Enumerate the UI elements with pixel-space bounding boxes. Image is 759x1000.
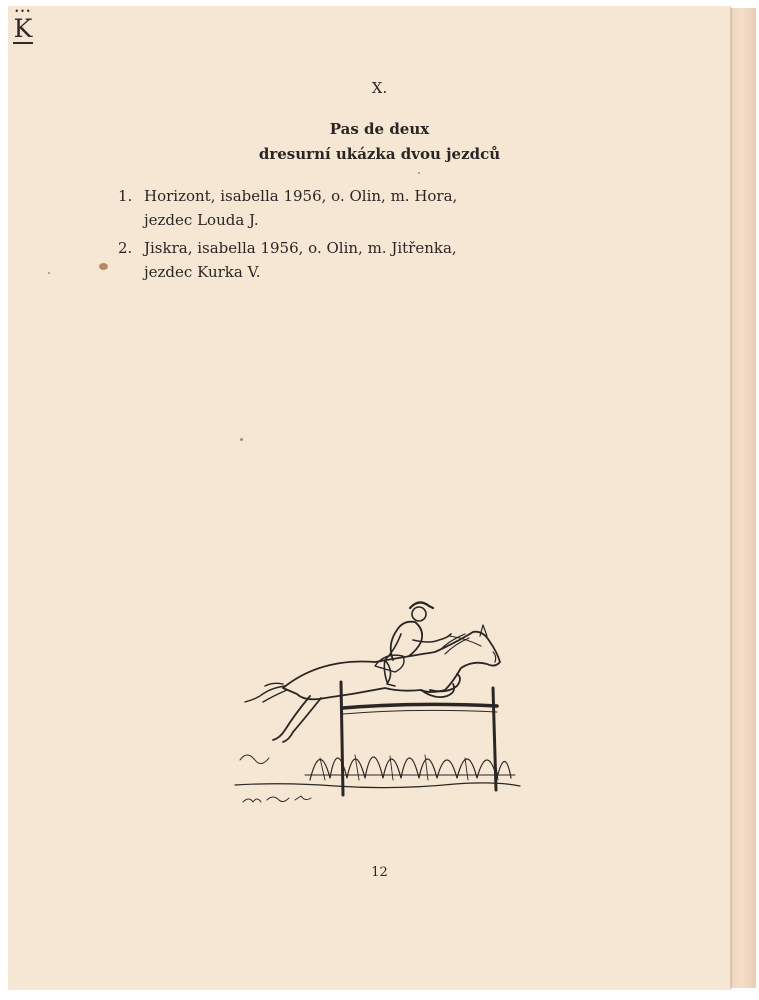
entry-line: Jiskra, isabella 1956, o. Olin, m. Jitřenka, xyxy=(144,239,457,257)
entry-number: 2. xyxy=(118,239,133,257)
paper-speck xyxy=(48,272,50,274)
paper-stain xyxy=(99,263,108,270)
entry-line: jezdec Louda J. xyxy=(144,211,259,229)
entry-line: jezdec Kurka V. xyxy=(144,263,261,281)
entry-number: 1. xyxy=(118,187,133,205)
entry-line: Horizont, isabella 1956, o. Olin, m. Hora, xyxy=(144,187,458,205)
section-subtitle: dresurní ukázka dvou jezdců xyxy=(258,145,501,163)
list-item xyxy=(0,184,759,234)
list-item xyxy=(0,236,759,286)
horse-jumping-drawing-icon xyxy=(225,590,525,815)
section-numeral: X. xyxy=(371,79,388,97)
k-stamp-logo xyxy=(10,8,36,48)
section-title: Pas de deux xyxy=(329,120,430,138)
page-number: 12 xyxy=(371,865,388,880)
stamp-dots: ••• xyxy=(14,7,32,16)
paper-speck xyxy=(418,172,420,174)
paper-speck xyxy=(240,438,243,441)
stamp-letter: K xyxy=(13,14,33,43)
